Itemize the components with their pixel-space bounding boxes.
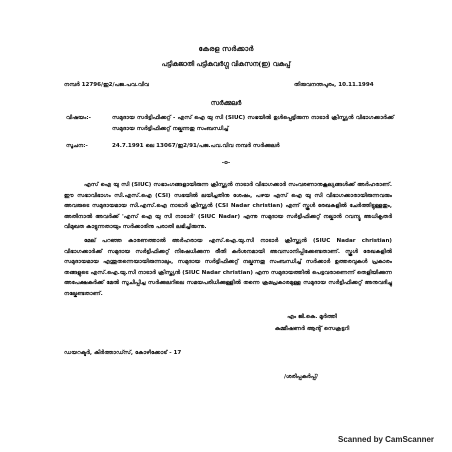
- signatory-designation: കമ്മീഷണർ ആന്റ് സെക്രട്ടറി: [274, 326, 350, 332]
- attestation-mark: /ശരിപ്പകർപ്പ്/: [284, 374, 319, 380]
- subject-label: വിഷയം:-: [66, 115, 91, 121]
- reference-number: നമ്പർ 12796/ഇ2/പജ.പവ.വിവ: [64, 82, 149, 88]
- government-title: കേരള സർക്കാർ: [198, 44, 254, 53]
- scanner-watermark: Scanned by CamScanner: [338, 435, 435, 444]
- reference-label: സൂചന:-: [66, 143, 88, 149]
- subject-text: സമുദായ സർട്ടിഫിക്കറ്റ് - എസ് ഐ യു സി (SIUC) സഭയിൽ ഉൾപ്പെട്ടിരുന്ന നാടാർ ക്രിസ്ത്യൻ വിഭാഗക്കാർക്ക് സമുദായ സർട്ടിഫിക്കറ്റ് നല്കുന്നതു സംബന്ധിച്ച്: [112, 115, 394, 132]
- signatory-name: എം ജി.കെ. മൂർത്തി: [287, 314, 337, 320]
- recipient-address: ഡയറക്ടർ, കിർത്താഡ്സ്, കോഴിക്കോട് - 17: [64, 350, 182, 356]
- reference-text: 24.7.1991 ലെ 13067/ഇ2/91/പജ.പവ.വിവ നമ്പർ സർക്കുലർ: [112, 143, 280, 149]
- separator-mark: -o-: [221, 160, 231, 166]
- body-paragraph-2: മേല് പറഞ്ഞ കാരണത്താൽ അർഹരായ എസ്.ഐ.യു.സി നാടാർ ക്രിസ്ത്യൻ (SIUC Nadar christian) വിഭാഗക്കാർക്ക് സമുദായ സർട്ടിഫിക്കറ്റ് നിഷേധിക്കുന്ന രീതി കർശനമായി അവസാനിപ്പിക്കേണ്ടതാണ്. സ്കൂൾ രേഖകളിൽ സമുദായമായ എന്തുതന്നെയായിരുന്നാലും, സമുദായ സർട്ടിഫിക്കറ്റ് നല്കുന്നതു സംബന്ധിച്ച് സർക്കാർ ഉത്തരവുകൾ പ്രകാരം തങ്ങളുടെ എസ്.ഐ.യു.സി നാടാർ ക്രിസ്ത്യൻ (SIUC Nadar christian) എന്ന സമുദായത്തിൽ പെട്ടവരാണെന്ന് തെളിയിക്കുന്ന അപേക്ഷകർക്ക് മേൽ സൂചിപ്പിച്ച സർക്കുലറിലെ സമയപരിധിക്കുള്ളിൽ തന്നെ ക്രമപ്രകാരമുള്ള സമുദായ സർട്ടിഫിക്കറ്റ് അനുവദിച്ചു നല്കേണ്ടതാണ്.: [64, 238, 392, 297]
- department-title: പട്ടികജാതി പട്ടികവർഗ്ഗ വികസന(ഇ) വകുപ്പ്: [161, 60, 291, 68]
- body-paragraph-1: എസ് ഐ യു സി (SIUC) സഭാംഗങ്ങളായിരുന്ന ക്രിസ്ത്യൻ നാടാർ വിഭാഗക്കാർ സംവരണാനുകൂല്യങ്ങൾക്ക് അർഹരാണ്. ഈ സഭാവിഭാഗം സി.എസ്.ഐ (CSI) സഭയിൽ ലയിച്ചതിനു ശേഷം, പഴയ എസ് ഐ യു സി വിഭാഗക്കാരായിരുന്നവരും അവരുടെ സമുദായമായ സി.എസ്.ഐ നാടാർ ക്രിസ്ത്യൻ (CSI Nadar christian) എന്ന് സ്കൂൾ രേഖകളിൽ ചേർത്തിട്ടുള്ളതും, അതിനാൽ അവർക്ക് 'എസ് ഐ യു സി നാടാർ' (SIUC Nadar) എന്നു സമുദായ സർട്ടിഫിക്കറ്റ് നല്കാൻ റവന്യൂ അധികൃതർ വിമുഖത കാട്ടുന്നതായും സർക്കാരിനു പരാതി ലഭിച്ചിരുന്നു.: [64, 182, 392, 231]
- circular-heading: സർക്കുലർ: [210, 99, 242, 107]
- place-date: തിരുവനന്തപുരം, 10.11.1994: [294, 82, 374, 88]
